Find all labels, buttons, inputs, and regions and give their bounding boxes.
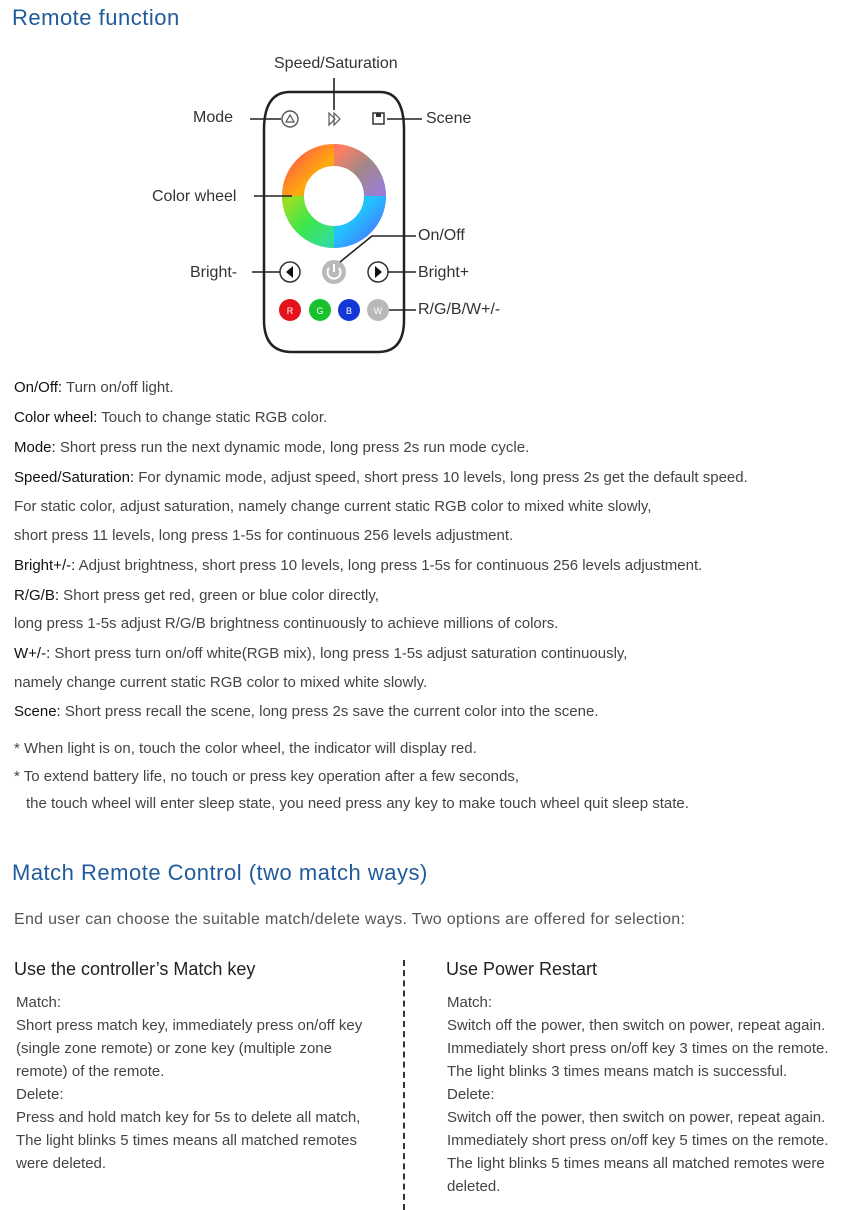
desc-line: Bright+/-: Adjust brightness, short press 10 levels, long press 1-5s for continuous 256 levels adjustment. <box>14 557 703 574</box>
left-delete-label: Delete: <box>16 1086 64 1103</box>
svg-text:G: G <box>316 306 324 316</box>
left-match-text: Short press match key, immediately press on/off key (single zone remote) or zone key (multiple zone remote) of the remote. <box>16 1017 363 1080</box>
label-speed-saturation: Speed/Saturation <box>274 55 398 72</box>
label-bright-plus: Bright+ <box>418 264 470 281</box>
match-remote-title: Match Remote Control (two match ways) <box>12 860 428 885</box>
w-button <box>367 299 389 321</box>
desc-line: Scene: Short press recall the scene, long press 2s save the current color into the scene. <box>14 703 599 720</box>
left-match-label: Match: <box>16 994 62 1011</box>
r-button <box>279 299 301 321</box>
label-rgbw: R/G/B/W+/- <box>418 301 501 318</box>
left-delete-text: Press and hold match key for 5s to delete all match, The light blinks 5 times means all matched remotes were deleted. <box>16 1109 361 1172</box>
note-line: * When light is on, touch the color wheel, the indicator will display red. <box>14 740 477 757</box>
right-column-title: Use Power Restart <box>446 959 598 979</box>
right-match-label: Match: <box>447 994 493 1011</box>
column-divider <box>403 960 405 1210</box>
svg-text:B: B <box>345 306 353 316</box>
left-column-title: Use the controller’s Match key <box>14 959 256 979</box>
desc-line: long press 1-5s adjust R/G/B brightness continuously to achieve millions of colors. <box>14 615 559 632</box>
desc-line: R/G/B: Short press get red, green or blue color directly, <box>14 587 379 604</box>
label-scene: Scene <box>426 110 472 127</box>
desc-line: Color wheel: Touch to change static RGB color. <box>14 409 328 426</box>
right-match-text: Switch off the power, then switch on power, repeat again. Immediately short press on/off key 3 times on the remote. The light blinks 3 times means match is successful. <box>447 1017 829 1080</box>
g-button <box>309 299 331 321</box>
left-column <box>16 991 386 1175</box>
b-button <box>338 299 360 321</box>
power-icon <box>322 260 346 284</box>
desc-line: On/Off: Turn on/off light. <box>14 379 174 396</box>
desc-line: W+/-: Short press turn on/off white(RGB mix), long press 1-5s adjust saturation continuously, <box>14 645 628 662</box>
right-delete-label: Delete: <box>447 1086 495 1103</box>
bright-plus-icon <box>368 262 388 282</box>
desc-line: For static color, adjust saturation, namely change current static RGB color to mixed white slowly, <box>14 498 652 515</box>
desc-line: short press 11 levels, long press 1-5s for continuous 256 levels adjustment. <box>14 527 514 544</box>
label-on-off: On/Off <box>418 227 465 244</box>
right-delete-text: Switch off the power, then switch on power, repeat again. Immediately short press on/off key 5 times on the remote. The light blinks 5 times means all matched remotes were deleted. <box>447 1109 829 1195</box>
remote-function-title: Remote function <box>12 5 180 30</box>
right-column <box>447 991 849 1198</box>
label-color-wheel: Color wheel <box>152 188 237 205</box>
note-line: the touch wheel will enter sleep state, you need press any key to make touch wheel quit sleep state. <box>26 795 689 812</box>
svg-text:W: W <box>373 306 383 316</box>
label-bright-minus: Bright- <box>190 264 238 281</box>
bright-minus-icon <box>280 262 300 282</box>
color-wheel <box>293 155 375 237</box>
label-mode: Mode <box>193 109 234 126</box>
note-line: * To extend battery life, no touch or press key operation after a few seconds, <box>14 768 520 785</box>
svg-text:R: R <box>286 306 294 316</box>
desc-line: namely change current static RGB color to mixed white slowly. <box>14 674 428 691</box>
desc-line: Speed/Saturation: For dynamic mode, adjust speed, short press 10 levels, long press 2s get the default speed. <box>14 469 748 486</box>
desc-line: Mode: Short press run the next dynamic mode, long press 2s run mode cycle. <box>14 439 530 456</box>
match-intro: End user can choose the suitable match/delete ways. Two options are offered for selection: <box>14 911 686 928</box>
